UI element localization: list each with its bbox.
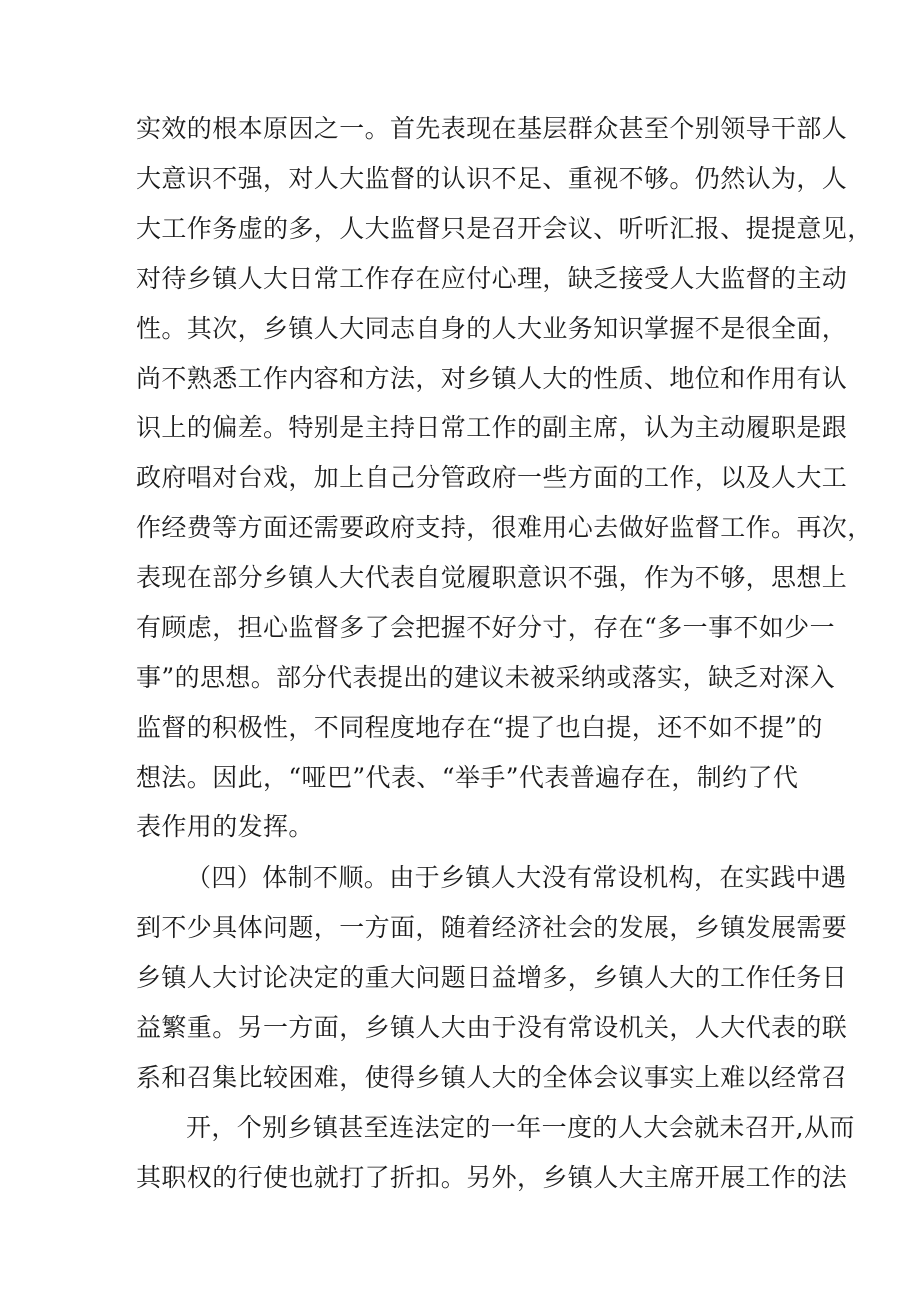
text-line: 大意识不强，对人大监督的认识不足、重视不够。仍然认为，人 — [136, 164, 848, 193]
text-line: 表作用的发挥。 — [136, 812, 314, 841]
text-line: 到不少具体问题，一方面，随着经济社会的发展，乡镇发展需要 — [136, 913, 848, 942]
text-line: 乡镇人大讨论决定的重大问题日益增多，乡镇人大的工作任务日 — [136, 963, 848, 992]
text-line: 识上的偏差。特别是主持日常工作的副主席，认为主动履职是跟 — [136, 413, 848, 442]
text-line: 监督的积极性，不同程度地存在“提了也白提，还不如不提”的 — [136, 713, 823, 742]
text-line: 系和召集比较困难，使得乡镇人大的全体会议事实上难以经常召 — [136, 1063, 848, 1092]
text-line: 其职权的行使也就打了折扣。另外，乡镇人大主席开展工作的法 — [136, 1163, 848, 1192]
text-line: 政府唱对台戏，加上自己分管政府一些方面的工作，以及人大工 — [136, 463, 848, 492]
text-line: 作经费等方面还需要政府支持，很难用心去做好监督工作。再次， — [136, 513, 873, 542]
text-line: 开，个别乡镇甚至连法定的一年一度的人大会就未召开,从而 — [186, 1113, 855, 1142]
text-line: 事”的思想。部分代表提出的建议未被采纳或落实，缺乏对深入 — [136, 663, 835, 692]
text-line: 想法。因此，“哑巴”代表、“举手”代表普遍存在，制约了代 — [136, 763, 799, 792]
text-line: 尚不熟悉工作内容和方法，对乡镇人大的性质、地位和作用有认 — [136, 364, 848, 393]
text-line: 对待乡镇人大日常工作存在应付心理，缺乏接受人大监督的主动 — [136, 264, 848, 293]
text-line: 大工作务虚的多，人大监督只是召开会议、听听汇报、提提意见， — [136, 214, 873, 243]
text-line: 性。其次，乡镇人大同志自身的人大业务知识掌握不是很全面， — [136, 314, 848, 343]
text-line: 益繁重。另一方面，乡镇人大由于没有常设机关，人大代表的联 — [136, 1013, 848, 1042]
text-line: 表现在部分乡镇人大代表自觉履职意识不强，作为不够，思想上 — [136, 563, 848, 592]
text-line: （四）体制不顺。由于乡镇人大没有常设机构，在实践中遇 — [186, 863, 847, 892]
text-line: 实效的根本原因之一。首先表现在基层群众甚至个别领导干部人 — [136, 114, 848, 143]
text-line: 有顾虑，担心监督多了会把握不好分寸，存在“多一事不如少一 — [136, 613, 835, 642]
